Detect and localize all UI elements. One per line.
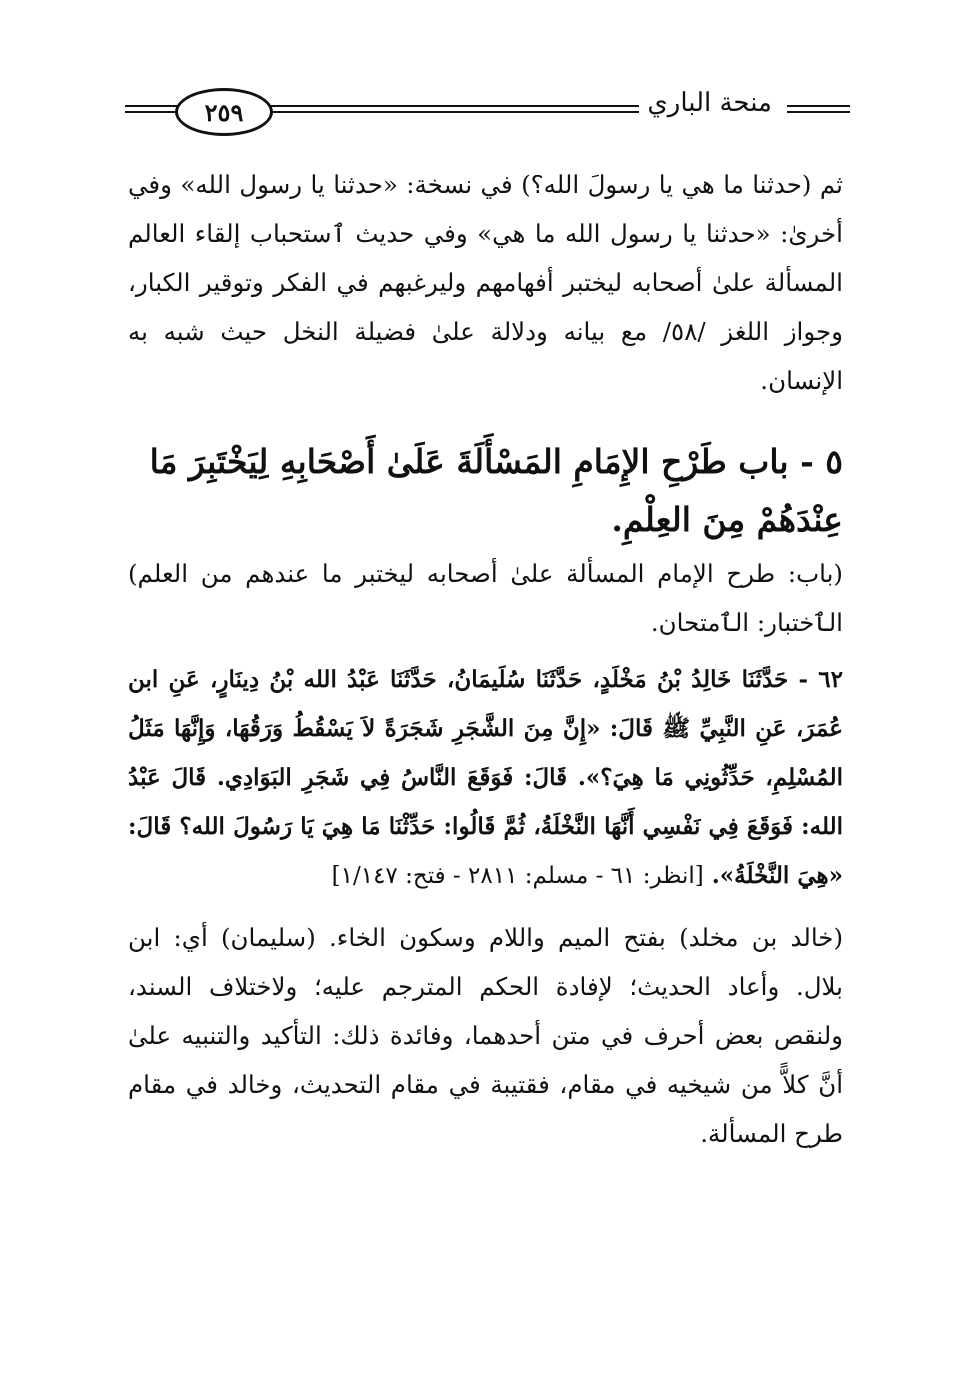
paragraph-commentary-2: (خالد بن مخلد) بفتح الميم واللام وسكون الخاء. (سليمان) أي: ابن بلال. وأعاد الحديث؛ لإفادة الحكم المترجم عليه؛ ولاختلاف السند، ولنقص بعض أحرف في متن أحدهما، وفائدة ذلك: التأكيد والتنبيه علىٰ أنَّ كلاًّ من شيخيه في مقام، فقتيبة في مقام التحديث، وخالد في مقام طرح المسألة. (128, 923, 843, 1148)
header-rule-right (787, 103, 850, 116)
hadith-reference: [انظر: ٦١ - مسلم: ٢٨١١ - فتح: ١/١٤٧] (331, 863, 704, 889)
paragraph-commentary-1: ثم (حدثنا ما هي يا رسولَ الله؟) في نسخة: «حدثنا يا رسول الله» وفي أخرىٰ: «حدثنا يا رسول الله ما هي» وفي حديث ٱستحباب إلقاء العالم المسألة علىٰ أصحابه ليختبر أفهامهم وليرغبهم في الفكر وتوقير الكبار، وجواز اللغز /٥٨/ مع بيانه ودلالة علىٰ فضيلة النخل حيث شبه به الإنسان. (128, 170, 843, 395)
hadith-text (128, 655, 843, 901)
page-number-text: ٢٥٩ (204, 97, 244, 127)
page-body (128, 160, 843, 1158)
page-header (125, 78, 850, 134)
page-number (175, 88, 273, 136)
chapter-heading: ٥ - باب طَرْحِ الإِمَامِ المَسْأَلَةَ عَلَىٰ أَصْحَابِهِ لِيَخْتَبِرَ مَا عِنْدَهُمْ مِنَ العِلْمِ. (149, 442, 843, 539)
book-title: منحة الباري (639, 88, 780, 118)
paragraph-chapter-explanation: (باب: طرح الإمام المسألة علىٰ أصحابه ليختبر ما عندهم من العلم) الٱختبار: الٱمتحان. (128, 559, 843, 637)
hadith-body: ٦٢ - حَدَّثَنَا خَالِدُ بْنُ مَخْلَدٍ، حَدَّثَنَا سُلَيمَانُ، حَدَّثَنَا عَبْدُ الله بْنُ دِينَارٍ، عَنِ ابن عُمَرَ، عَنِ النَّبِيِّ ﷺ قَالَ: «إِنَّ مِنَ الشَّجَرِ شَجَرَةً لاَ يَسْقُطُ وَرَقُهَا، وَإِنَّهَا مَثَلُ المُسْلِمِ، حَدِّثُونِي مَا هِيَ؟». قَالَ: فَوَقَعَ النَّاسُ فِي شَجَرِ البَوَادِي. قَالَ عَبْدُ الله: فَوَقَعَ فِي نَفْسِي أَنَّهَا النَّخْلَةُ، ثُمَّ قَالُوا: حَدِّثْنَا مَا هِيَ يَا رَسُولَ الله؟ قَالَ: «هِيَ النَّخْلَةُ». (128, 666, 843, 889)
